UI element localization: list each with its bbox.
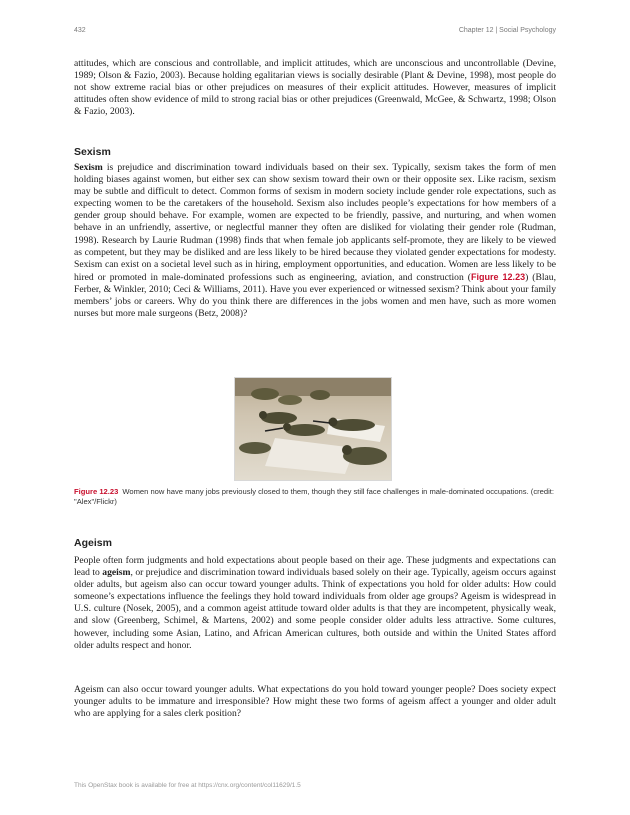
ageism-paragraph-1 bbox=[74, 555, 556, 652]
figure-label: Figure 12.23 bbox=[74, 487, 119, 496]
soldiers-prone-photo bbox=[235, 378, 391, 480]
figure-caption bbox=[74, 487, 556, 507]
ageism-heading: Ageism bbox=[74, 537, 112, 549]
footer-note: This OpenStax book is available for free at https://cnx.org/content/col11629/1.5 bbox=[74, 782, 301, 789]
ageism-term: ageism bbox=[102, 567, 131, 579]
ageism-paragraph-2: Ageism can also occur toward younger adults. What expectations do you hold toward younger people? Does society expect younger adults to be immature and irresponsible? How might these two forms of ageism affect a younger and older adult who are applying for a sales clerk position? bbox=[74, 684, 556, 720]
sexism-body-2: ) (Blau, Ferber, & Winkler, 2010; Ceci & Williams, 2011). Have you ever experienced or witnessed sexism? Think about your family members’ jobs or careers. Why do you think there are differences in the jobs women and men have, such as more women nurses but more male surgeons (Betz, 2008)? bbox=[74, 271, 556, 320]
page-number: 432 bbox=[74, 27, 86, 34]
sexism-body-1: is prejudice and discrimination toward individuals based on their sex. Typically, sexism takes the form of men holding biases against women, but either sex can show sexism toward their own or their opposite sex. Like racism, sexism may be subtle and difficult to detect. Common forms of sexism in modern society include gender role expectations, such as expecting women to be the caretakers of the household. Sexism also includes people’s expectations for how members of a gender group should behave. For example, women are expected to be friendly, passive, and nurturing, and when women behave in an unfriendly, assertive, or neglectful manner they often are disliked for violating their gender role (Rudman, 1998). Research by Laurie Rudman (1998) finds that when female job applicants self-promote, they are likely to be viewed as competent, but they may be disliked and are less likely to be hired because they violated gender expectations for modesty. Sexism can exist on a societal level such as in hiring, employment opportunities, and education. Women are less likely to be hired or promoted in male-dominated professions such as engineering, aviation, and construction ( bbox=[74, 162, 556, 283]
figure-link[interactable]: Figure 12.23 bbox=[470, 271, 526, 282]
intro-paragraph: attitudes, which are conscious and controllable, and implicit attitudes, which are unconscious and uncontrollable (Devine, 1989; Olson & Fazio, 2003). Because holding egalitarian views is socially desirable (Plant & Devine, 1998), most people do not show extreme racial bias or other prejudices on measures of their explicit attitudes. However, measures of implicit attitudes often show evidence of mild to strong racial bias or other prejudices (Greenwald, McGee, & Schwartz, 1998; Olson & Fazio, 2003). bbox=[74, 58, 556, 118]
figure-photo bbox=[234, 377, 392, 481]
sexism-paragraph bbox=[74, 162, 556, 320]
sexism-heading: Sexism bbox=[74, 146, 111, 158]
figure-caption-text: Women now have many jobs previously closed to them, though they still face challenges in male-dominated occupations. (credit: "Alex"/Flickr) bbox=[74, 487, 554, 506]
ageism-body-2: , or prejudice and discrimination toward individuals based solely on their age. Typically, ageism occurs against older adults, but ageism also can occur toward younger adults. Think of expectations you hold for older adults: How could someone’s expectations influence the feelings they hold toward individuals from older age groups? Ageism is widespread in U.S. culture (Nosek, 2005), and a common ageist attitude toward older adults is that they are incompetent, physically weak, and slow (Greenberg, Schimel, & Martens, 2002) and some people consider older adults less attractive. Some cultures, however, including some Asian, Latino, and African American cultures, both outside and within the United States afford older adults respect and honor. bbox=[74, 567, 556, 651]
sexism-term: Sexism bbox=[74, 162, 103, 173]
chapter-header: Chapter 12 | Social Psychology bbox=[458, 27, 556, 34]
ageism-body-1: People often form judgments and hold expectations about people based on their age. These judgments and expectations can lead to bbox=[74, 555, 556, 579]
